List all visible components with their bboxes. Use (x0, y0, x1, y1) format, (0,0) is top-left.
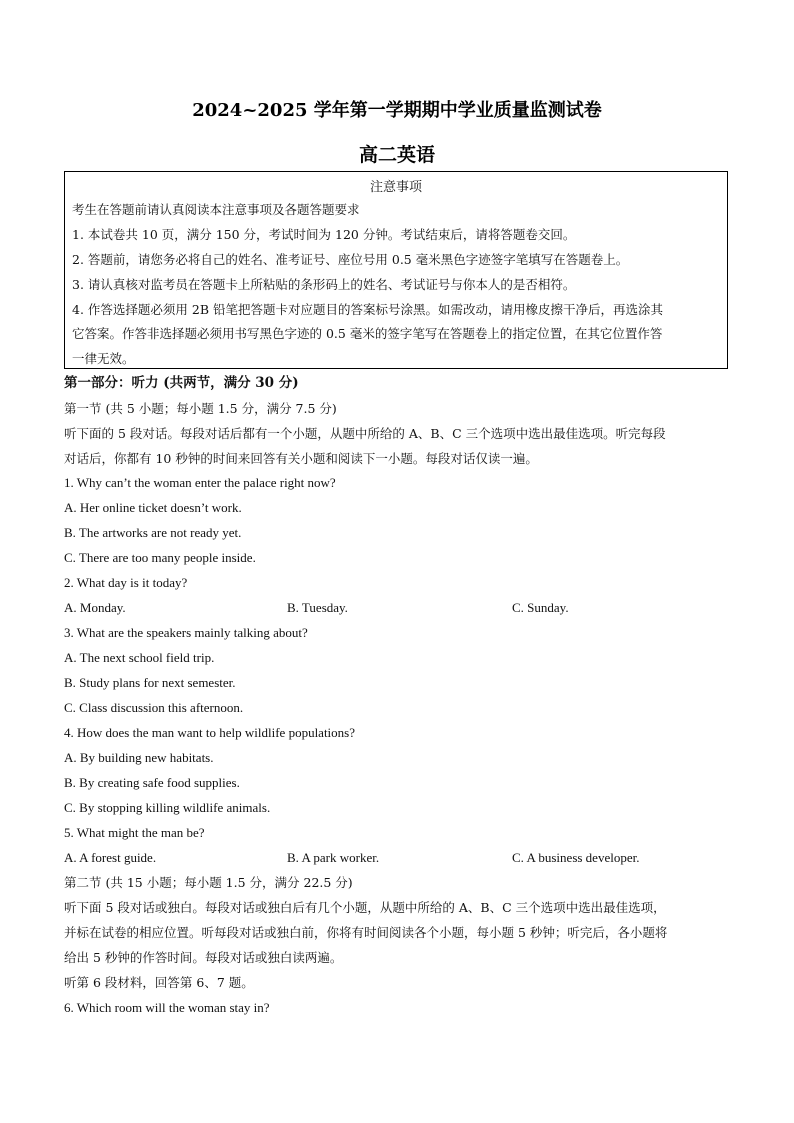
option-2b: B. Tuesday. (287, 600, 348, 615)
question-5: 5. What might the man be? (64, 825, 205, 840)
option-1c: C. There are too many people inside. (64, 550, 256, 565)
notice-line: 它答案。作答非选择题必须用书写黑色字迹的 0.5 毫米的签字笔写在答题卷上的指定位置，在其它位置作答 (72, 326, 663, 341)
section1-heading: 第一节 (共 5 小题；每小题 1.5 分，满分 7.5 分) (64, 401, 337, 416)
question-1: 1. Why can’t the woman enter the palace right now? (64, 475, 336, 490)
question-4: 4. How does the man want to help wildlife populations? (64, 725, 356, 740)
notice-line: 考生在答题前请认真阅读本注意事项及各题答题要求 (72, 202, 360, 217)
section2-instructions: 听下面 5 段对话或独白。每段对话或独白后有几个小题，从题中所给的 A、B、C 三个选项中选出最佳选项， (64, 900, 666, 915)
notice-line: 3. 请认真核对监考员在答题卡上所粘贴的条形码上的姓名、考试证号与你本人的是否相符。 (72, 277, 576, 292)
question-6: 6. Which room will the woman stay in? (64, 1000, 270, 1015)
exam-title: 2024~2025 学年第一学期期中学业质量监测试卷 (192, 100, 602, 121)
option-1b: B. The artworks are not ready yet. (64, 525, 242, 540)
option-5b: B. A park worker. (287, 850, 380, 865)
option-2a: A. Monday. (64, 600, 126, 615)
notice-line: 一律无效。 (72, 351, 135, 366)
notice-box (64, 171, 728, 369)
material-6-instruction: 听第 6 段材料，回答第 6、7 题。 (64, 975, 254, 990)
option-1a: A. Her online ticket doesn’t work. (64, 500, 242, 515)
section2-instructions: 给出 5 秒钟的作答时间。每段对话或独白读两遍。 (64, 950, 343, 965)
option-3a: A. The next school field trip. (64, 650, 215, 665)
question-3: 3. What are the speakers mainly talking about? (64, 625, 308, 640)
part1-title: 第一部分：听力 (共两节，满分 30 分) (64, 375, 299, 391)
notice-line: 2. 答题前，请您务必将自己的姓名、准考证号、座位号用 0.5 毫米黑色字迹签字笔填写在答题卷上。 (72, 252, 629, 267)
question-2: 2. What day is it today? (64, 575, 188, 590)
section1-instructions: 听下面的 5 段对话。每段对话后都有一个小题，从题中所给的 A、B、C 三个选项中选出最佳选项。听完每段 (64, 426, 666, 441)
section2-instructions: 并标在试卷的相应位置。听每段对话或独白前，你将有时间阅读各个小题，每小题 5 秒钟；听完后，各小题将 (64, 925, 668, 940)
option-4a: A. By building new habitats. (64, 750, 214, 765)
option-3b: B. Study plans for next semester. (64, 675, 236, 690)
option-3c: C. Class discussion this afternoon. (64, 700, 244, 715)
notice-line: 1. 本试卷共 10 页，满分 150 分，考试时间为 120 分钟。考试结束后，请将答题卷交回。 (72, 227, 576, 242)
notice-line: 4. 作答选择题必须用 2B 铅笔把答题卡对应题目的答案标号涂黑。如需改动，请用橡皮擦干净后，再选涂其 (72, 302, 663, 317)
section2-heading: 第二节 (共 15 小题；每小题 1.5 分，满分 22.5 分) (64, 875, 353, 890)
option-4c: C. By stopping killing wildlife animals. (64, 800, 271, 815)
option-4b: B. By creating safe food supplies. (64, 775, 240, 790)
exam-subject: 高二英语 (358, 144, 435, 166)
option-2c: C. Sunday. (512, 600, 569, 615)
option-5a: A. A forest guide. (64, 850, 157, 865)
section1-instructions: 对话后，你都有 10 秒钟的时间来回答有关小题和阅读下一小题。每段对话仅读一遍。 (64, 451, 538, 466)
notice-heading: 注意事项 (369, 180, 422, 195)
option-5c: C. A business developer. (512, 850, 640, 865)
